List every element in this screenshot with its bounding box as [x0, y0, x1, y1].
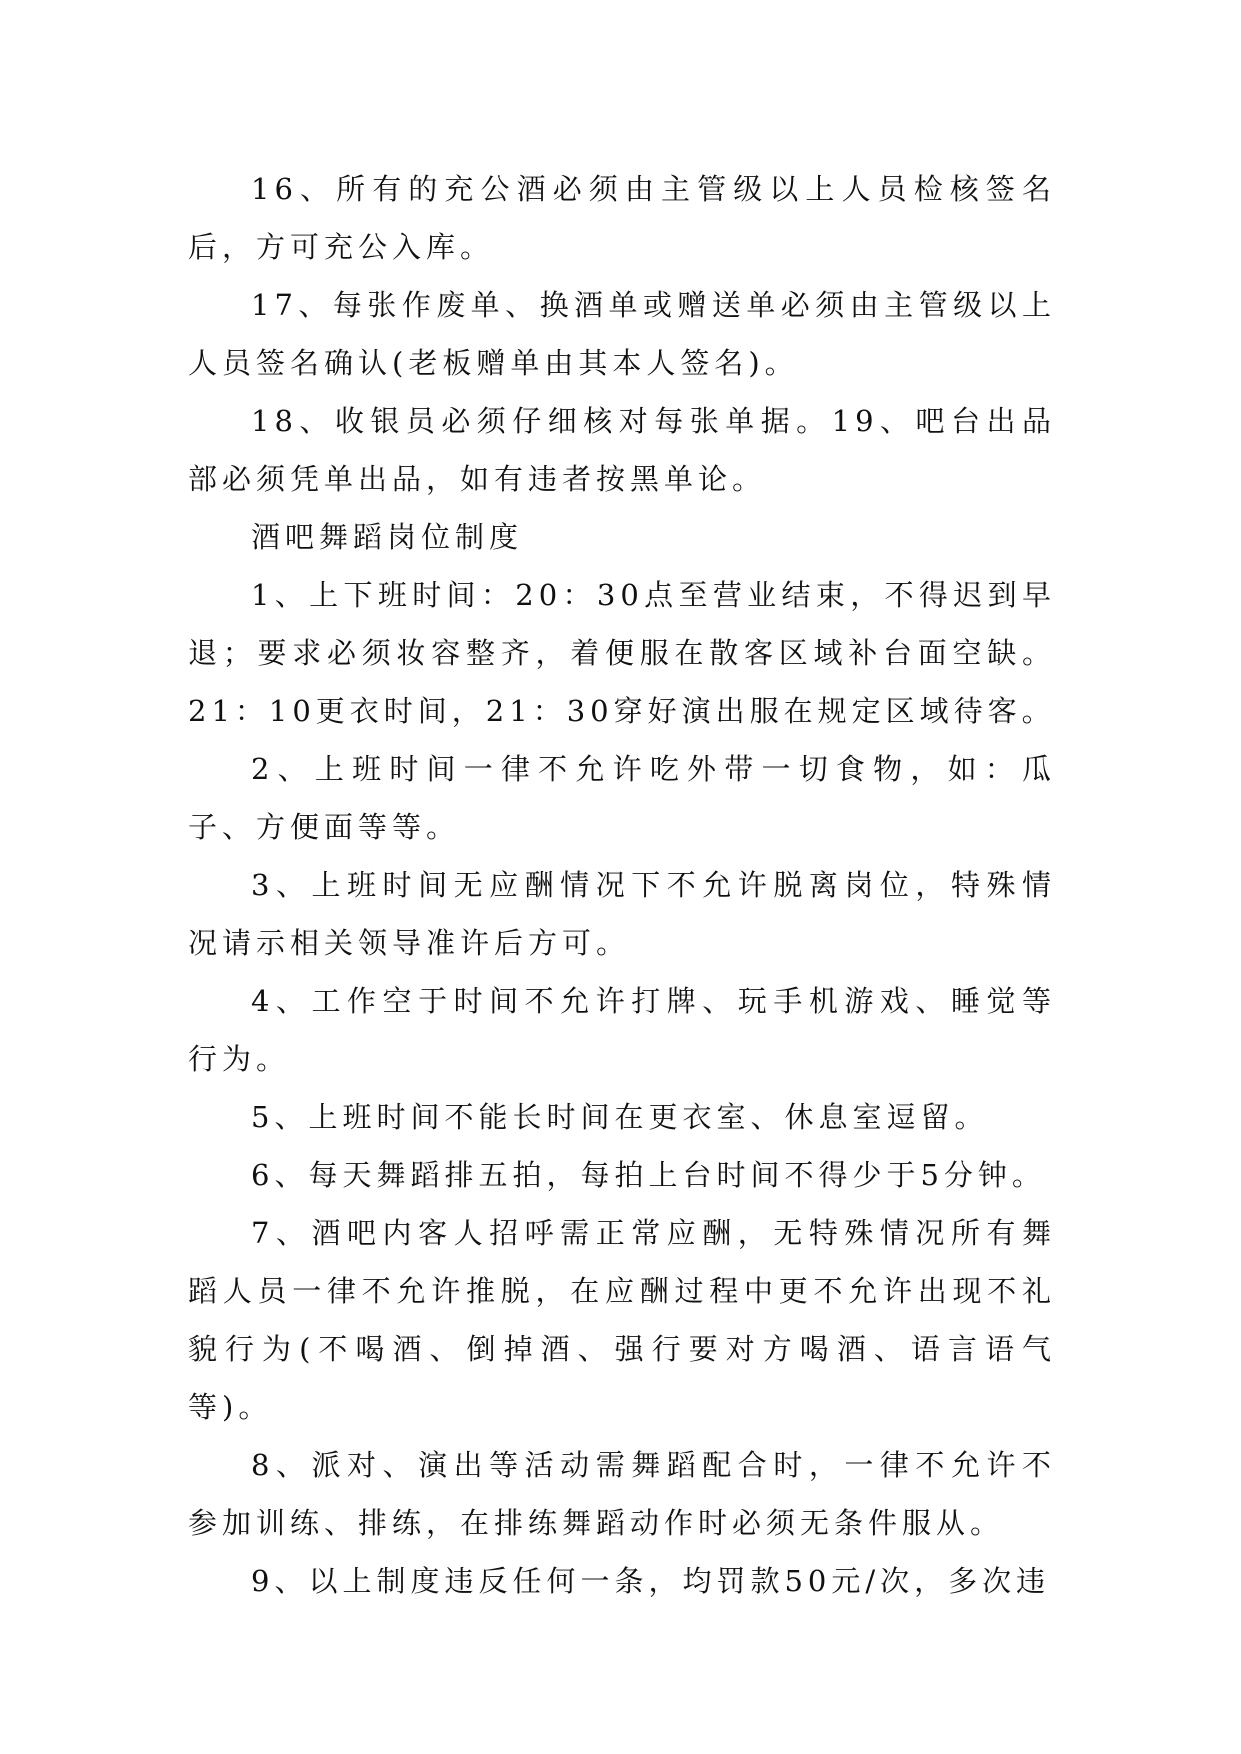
paragraph-rule-7: 7、酒吧内客人招呼需正常应酬，无特殊情况所有舞蹈人员一律不允许推脱，在应酬过程中更不允许出现不礼貌行为(不喝酒、倒掉酒、强行要对方喝酒、语言语气等)。 [188, 1216, 1056, 1424]
paragraph-rule-8: 8、派对、演出等活动需舞蹈配合时，一律不允许不参加训练、排练，在排练舞蹈动作时必须无条件服从。 [188, 1448, 1056, 1540]
paragraph-rule-18-19: 18、收银员必须仔细核对每张单据。19、吧台出品部必须凭单出品，如有违者按黑单论。 [188, 404, 1056, 496]
paragraph-rule-4: 4、工作空于时间不允许打牌、玩手机游戏、睡觉等行为。 [188, 984, 1056, 1076]
paragraph-rule-2: 2、上班时间一律不允许吃外带一切食物，如：瓜子、方便面等等。 [188, 752, 1056, 844]
paragraph-rule-9: 9、以上制度违反任何一条，均罚款50元/次，多次违 [251, 1564, 1051, 1598]
paragraph-rule-5: 5、上班时间不能长时间在更衣室、休息室逗留。 [251, 1100, 989, 1134]
paragraph-rule-3: 3、上班时间无应酬情况下不允许脱离岗位，特殊情况请示相关领导准许后方可。 [188, 868, 1056, 960]
paragraph-rule-1: 1、上下班时间：20：30点至营业结束，不得迟到早退；要求必须妆容整齐，着便服在散客区域补台面空缺。21：10更衣时间，21：30穿好演出服在规定区域待客。 [188, 578, 1056, 728]
paragraph-rule-6: 6、每天舞蹈排五拍，每拍上台时间不得少于5分钟。 [251, 1158, 1046, 1192]
document-body [188, 160, 1056, 1610]
section-heading: 酒吧舞蹈岗位制度 [251, 520, 524, 554]
paragraph-rule-17: 17、每张作废单、换酒单或赠送单必须由主管级以上人员签名确认(老板赠单由其本人签名)。 [188, 288, 1056, 380]
paragraph-rule-16: 16、所有的充公酒必须由主管级以上人员检核签名后，方可充公入库。 [188, 172, 1056, 264]
